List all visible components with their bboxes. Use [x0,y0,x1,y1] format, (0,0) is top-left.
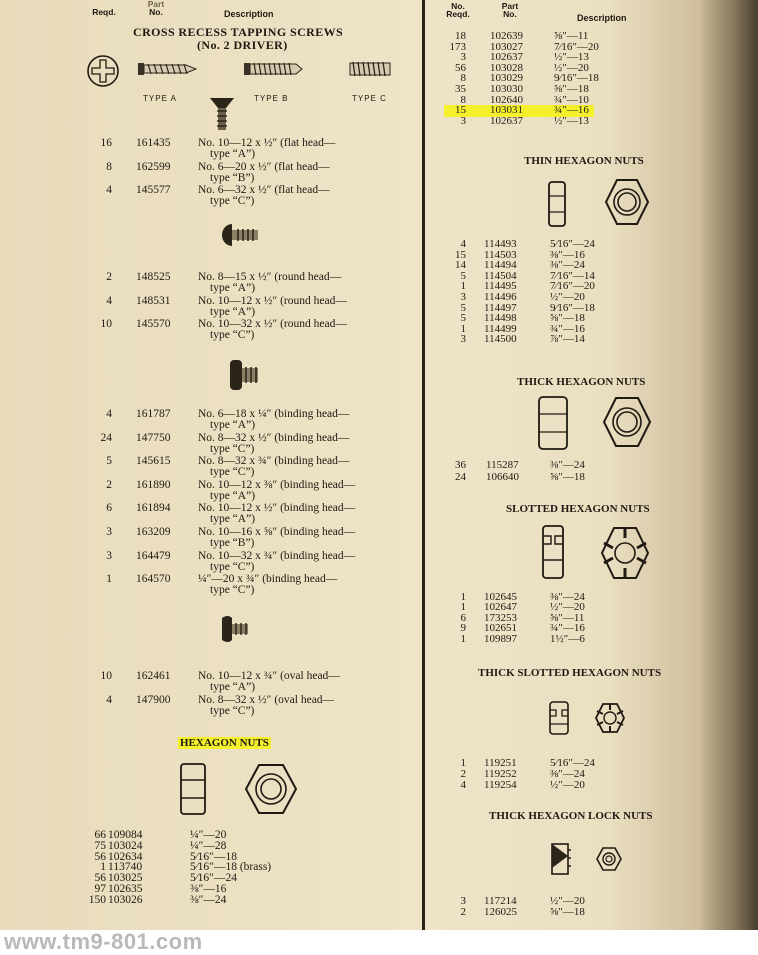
description-cell: 7⁄16″—20 [550,280,595,293]
description-cell: ⅜″—24 [550,459,585,471]
thin-nut-side-icon [546,180,568,228]
right-part-header-top: Part [501,1,519,11]
qty-cell: 3 [460,291,466,303]
qty-cell: 5 [106,455,112,468]
description-cont-cell: type “C”) [210,560,255,573]
description-cont-cell: type “B”) [210,537,255,549]
description-cell: No. 10—12 x ½″ (binding head— [198,502,356,515]
description-cell: ½″—13 [554,51,589,64]
description-cell: 7⁄16″—14 [550,269,595,282]
description-cell: ¼″—28 [190,839,227,852]
description-cell: ⅞″—14 [550,333,585,346]
qty-cell: 8 [460,93,466,106]
qty-cell: 4 [106,184,112,197]
page-edge-shadow [700,0,758,930]
part-number-cell: 106640 [486,470,519,483]
tapping-screws-subtitle: (No. 2 DRIVER) [197,38,288,52]
description-cell: ½″—20 [550,895,585,907]
qty-cell: 5 [460,269,466,282]
description-cont-cell: type “C”) [210,704,255,717]
qty-cell: 97 [94,883,106,895]
round-head-screw-icon [228,222,264,248]
qty-cell: 4 [106,294,112,307]
watermark-url: www.tm9-801.com [4,929,203,954]
description-cell: No. 6—18 x ¼″ (binding head— [198,408,350,420]
hex-nut-top-icon [243,762,299,816]
qty-cell: 8 [460,72,466,85]
part-header-top: Part [147,0,165,9]
part-number-cell: 114499 [484,322,517,335]
qty-cell: 2 [106,478,112,491]
description-cell: No. 8—32 x ½″ (binding head— [198,431,350,444]
description-cell: ¾″—10 [554,93,589,106]
qty-cell: 10 [100,670,112,682]
part-number-cell: 161894 [136,502,171,515]
qty-cell: 56 [455,61,466,74]
part-number-cell: 102647 [484,601,517,614]
qty-cell: 3 [460,333,466,346]
description-cell: ⅝″—11 [554,30,589,42]
description-cell: ⅜″—24 [550,591,585,603]
part-number-cell: 103030 [490,83,523,95]
part-number-cell: 114494 [484,259,517,272]
qty-cell: 1 [460,601,466,614]
description-cont-cell: type “C”) [210,584,255,597]
qty-cell: 15 [455,248,466,261]
right-qty-header-top: No. [451,1,465,11]
part-number-cell: 102634 [108,850,143,863]
description-cell: ⅜″—16 [550,248,585,261]
part-number-cell: 148525 [136,271,171,283]
description-cont-cell: type “A”) [210,681,256,693]
cross-recess-head-icon [86,54,120,88]
description-cont-cell: type “A”) [210,282,256,294]
thick-nut-side-icon [536,395,570,451]
part-number-cell: 102637 [490,51,523,64]
qty-cell: 3 [460,51,466,64]
part-number-cell: 119252 [484,767,517,780]
thin-hexagon-nuts-title: THIN HEXAGON NUTS [524,155,644,167]
qty-cell: 1 [460,280,466,293]
description-cont-cell: type “B”) [210,171,255,184]
qty-cell: 5 [460,301,466,314]
oval-head-screw-icon [220,612,252,646]
description-cell: ½″—13 [554,114,589,127]
description-cell: No. 8—32 x ¾″ (binding head— [198,455,350,468]
qty-cell: 1 [106,573,112,586]
right-part-header [494,2,526,18]
description-cell: 5⁄16″—18 (brass) [190,861,272,874]
type-b-label: TYPE B [254,94,289,103]
slotted-hexagon-nuts-title: SLOTTED HEXAGON NUTS [506,503,650,515]
description-cell: 9⁄16″—18 [550,301,595,314]
qty-cell: 4 [106,408,112,420]
description-cell: ½″—20 [550,778,585,791]
qty-cell: 14 [455,259,466,272]
part-number-cell: 103026 [108,893,143,906]
qty-cell: 9 [460,622,466,635]
part-number-cell: 114500 [484,333,517,346]
part-number-cell: 164570 [136,573,171,586]
description-cell: ¾″—16 [550,322,585,335]
description-cell: No. 10—16 x ⅝″ (binding head— [198,526,356,538]
thick-hexagon-nuts-title: THICK HEXAGON NUTS [517,376,646,388]
description-cell: No. 8—32 x ½″ (oval head— [198,693,335,706]
qty-cell: 1 [460,591,466,603]
part-number-cell: 103028 [490,61,523,74]
part-number-cell: 161787 [136,408,171,420]
qty-cell: 4 [460,238,466,250]
qty-cell: 1 [100,861,106,874]
qty-cell: 1 [460,757,466,769]
description-cell: ⅝″—18 [550,470,585,483]
part-number-cell: 114493 [484,238,517,250]
hex-nut-side-icon [178,762,208,816]
part-number-cell: 103024 [108,839,143,852]
part-number-cell: 148531 [136,294,171,307]
part-number-cell: 113740 [108,861,143,874]
part-number-cell: 145577 [136,184,171,197]
part-number-cell: 114503 [484,248,517,261]
thick-slotted-hexagon-nuts-title: THICK SLOTTED HEXAGON NUTS [478,667,662,679]
part-number-cell: 103029 [490,72,523,85]
description-cell: No. 10—12 x ⅜″ (binding head— [198,478,356,491]
qty-cell: 173 [449,40,466,53]
description-cont-cell: type “C”) [210,195,255,208]
description-cell: 5⁄16″—24 [550,757,595,769]
part-number-cell: 163209 [136,526,171,538]
description-cell: ¼″—20 [190,829,227,841]
thick-slotted-nut-side-icon [548,700,570,736]
description-cell: No. 10—32 x ½″ (round head— [198,318,347,331]
thick-nut-top-icon [602,396,652,448]
description-cell: No. 8—15 x ½″ (round head— [198,271,342,283]
qty-cell: 2 [106,271,112,283]
footer-band [0,930,758,955]
part-number-cell: 114504 [484,269,517,282]
part-number-cell: 103031 [490,104,523,117]
description-cell: No. 10—12 x ½″ (round head— [198,294,347,307]
description-cell: ½″—20 [554,61,589,74]
description-cell: 5⁄16″—18 [190,850,237,863]
part-number-cell: 162461 [136,670,171,682]
right-description-header: Description [577,13,627,23]
description-cell: ½″—20 [550,601,585,614]
description-cell: 7⁄16″—20 [554,40,599,53]
thick-slotted-nut-top-icon [594,702,626,734]
part-number-cell: 114496 [484,291,517,303]
description-cell: No. 10—12 x ½″ (flat head— [198,137,336,149]
description-cell: ⅜″—16 [190,883,227,895]
qty-cell: 10 [100,318,112,331]
qty-header [88,1,120,16]
qty-cell: 1 [460,322,466,335]
part-number-cell: 114497 [484,301,517,314]
description-cont-cell: type “A”) [210,148,256,160]
qty-cell: 15 [455,104,466,117]
description-cell: No. 10—32 x ¾″ (binding head— [198,549,356,562]
part-number-cell: 114498 [484,312,517,325]
description-cell: ½″—20 [550,291,585,303]
qty-cell: 3 [106,549,112,562]
description-cell: ¾″—16 [550,622,585,635]
part-number-cell: 164479 [136,549,171,562]
part-header-label: No. [149,7,163,17]
qty-cell: 18 [455,30,466,42]
part-number-cell: 102637 [490,114,523,127]
part-number-cell: 114495 [484,280,517,293]
part-number-cell: 109897 [484,632,517,645]
qty-cell: 4 [460,778,466,791]
description-header: Description [224,9,274,19]
description-cont-cell: type “A”) [210,419,256,431]
screw-type-b-icon [244,60,304,78]
part-number-cell: 102640 [490,93,523,106]
qty-cell: 6 [106,502,112,515]
right-qty-header [440,2,476,18]
qty-cell: 35 [455,83,466,95]
part-number-cell: 173253 [484,611,517,624]
part-number-cell: 109084 [108,829,143,841]
screw-type-a-icon [138,60,198,78]
right-part-header-label: No. [503,9,517,19]
description-cont-cell: type “C”) [210,329,255,342]
part-number-cell: 115287 [486,459,519,471]
description-cont-cell: type “C”) [210,466,255,479]
qty-cell: 150 [88,893,106,906]
part-number-cell: 102645 [484,591,517,603]
qty-cell: 24 [100,431,112,444]
qty-cell: 56 [94,872,106,885]
thick-hexagon-lock-nuts-title: THICK HEXAGON LOCK NUTS [489,810,653,822]
part-number-cell: 103027 [490,40,523,53]
description-cell: No. 6—20 x ½″ (flat head— [198,160,330,173]
column-divider [422,0,425,930]
part-number-cell: 119251 [484,757,517,769]
qty-cell: 6 [460,611,466,624]
part-number-cell: 161435 [136,137,171,149]
description-cell: No. 10—12 x ¾″ (oval head— [198,670,340,682]
description-cell: No. 6—32 x ½″ (flat head— [198,184,330,197]
hexagon-nuts-title-text: HEXAGON NUTS [180,737,269,749]
description-cont-cell: type “C”) [210,442,255,455]
part-number-cell: 147900 [136,693,171,706]
description-cont-cell: type “A”) [210,513,256,526]
description-cell: ⅝″—18 [554,83,589,95]
lock-nut-side-icon [550,842,572,876]
description-cell: ⅝″—18 [550,312,585,325]
qty-cell: 16 [100,137,112,149]
part-number-cell: 126025 [484,905,517,918]
tapping-screws-title: CROSS RECESS TAPPING SCREWS [133,25,344,39]
part-number-cell: 117214 [484,895,517,907]
type-c-label: TYPE C [352,94,387,103]
qty-cell: 4 [106,693,112,706]
slotted-nut-side-icon [540,524,566,580]
qty-cell: 8 [106,160,112,173]
description-cell: ⅜″—24 [190,893,227,906]
qty-cell: 5 [460,312,466,325]
binding-head-screw-icon [228,356,262,396]
description-cont-cell: type “A”) [210,305,256,318]
qty-cell: 56 [94,850,106,863]
qty-cell: 2 [460,767,466,780]
qty-cell: 3 [460,895,466,907]
slotted-nut-top-icon [600,526,650,580]
description-cell: ⅝″—18 [550,905,585,918]
qty-cell: 24 [455,470,466,483]
qty-cell: 1 [460,632,466,645]
type-a-label: TYPE A [143,94,178,103]
description-cell: 9⁄16″—18 [554,72,599,85]
part-number-cell: 102635 [108,883,143,895]
description-cont-cell: type “A”) [210,489,256,502]
description-cell: 5⁄16″—24 [550,238,595,250]
qty-header-label: Reqd. [92,7,116,17]
right-qty-header-label: Reqd. [446,9,470,19]
description-cell: ¼″—20 x ¾″ (binding head— [198,573,338,586]
part-number-cell: 102639 [490,30,523,42]
part-number-cell: 102651 [484,622,517,635]
description-cell: ⅜″—24 [550,767,585,780]
part-header [140,0,172,16]
part-number-cell: 162599 [136,160,171,173]
part-number-cell: 119254 [484,778,517,791]
flat-head-screw-icon [208,96,236,132]
part-number-cell: 147750 [136,431,171,444]
qty-cell: 75 [94,839,106,852]
part-number-cell: 103025 [108,872,143,885]
description-cell: ⅜″—24 [550,259,585,272]
thin-nut-top-icon [604,178,650,226]
lock-nut-top-icon [596,846,622,872]
description-cell: ¾″—16 [554,104,589,117]
qty-cell: 66 [94,829,106,841]
hexagon-nuts-title [178,737,271,749]
description-cell: ⅝″—11 [550,611,585,624]
qty-cell: 2 [460,905,466,918]
part-number-cell: 145615 [136,455,171,468]
description-cell: 1½″—6 [550,632,585,645]
description-cell: 5⁄16″—24 [190,872,237,885]
qty-cell: 3 [460,114,466,127]
part-number-cell: 145570 [136,318,171,331]
qty-cell: 36 [455,459,466,471]
screw-type-c-icon [350,61,392,77]
part-number-cell: 161890 [136,478,171,491]
qty-cell: 3 [106,526,112,538]
